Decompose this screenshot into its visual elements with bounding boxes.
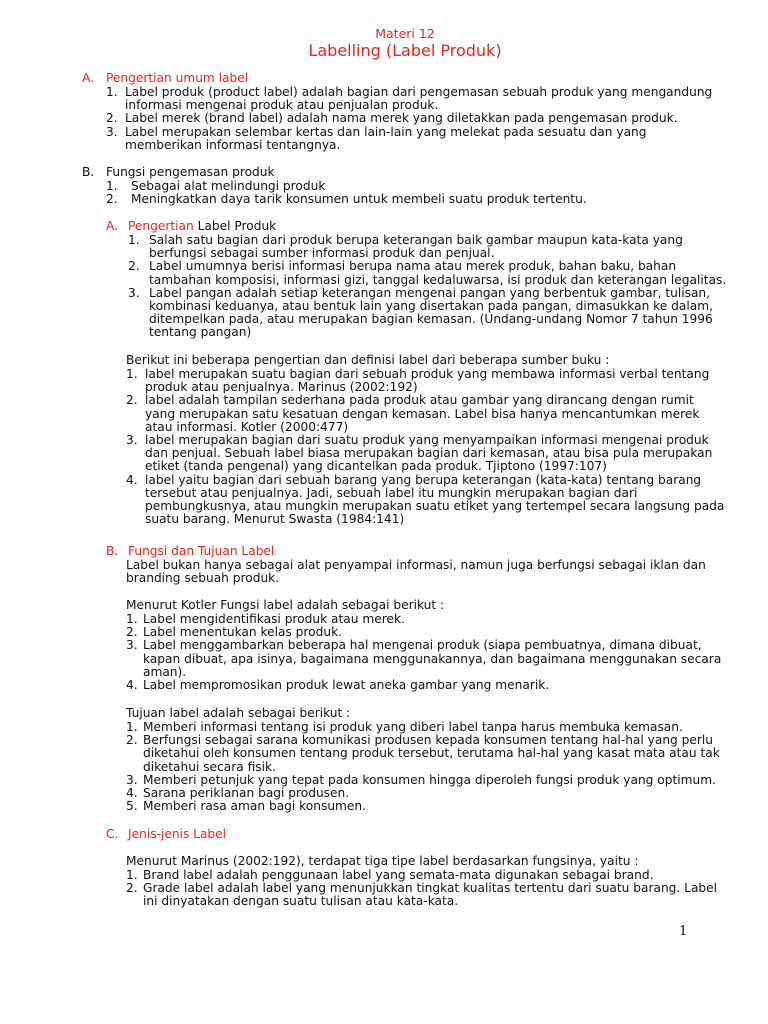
section-a-marker: A.: [82, 71, 94, 85]
list-item: 1. Memberi informasi tentang isi produk yang diberi label tanpa harus membuka kemasan.: [126, 720, 683, 734]
section-b-title: Fungsi pengemasan produk: [106, 165, 275, 179]
list-item: 1. Brand label adalah penggunaan label yang semata-mata digunakan sebagai brand.: [126, 868, 654, 882]
section-b-list: [106, 180, 726, 206]
list-item: 1. Salah satu bagian dari produk berupa keterangan baik gambar maupun kata-kata yang berfungsi sebagai sumber informasi produk dan penjual.: [128, 233, 683, 261]
list-item: 5. Memberi rasa aman bagi konsumen.: [126, 799, 367, 814]
kotler-intro: Menurut Kotler Fungsi label adalah sebagai berikut :: [126, 598, 445, 612]
materi-label: Materi 12: [375, 26, 435, 41]
list-item: 3. Memberi petunjuk yang tepat pada konsumen hingga diperoleh fungsi produk yang optimum.: [126, 772, 716, 787]
list-item: 2. Berfungsi sebagai sarana komunikasi produsen kepada konsumen tentang hal-hal yang perlu diketahui oleh konsumen tentang produk tersebut, terutama hal-hal yang kasat mata atau tak diketahui secara fisik.: [126, 733, 720, 774]
subsection-b-title: Fungsi dan Tujuan Label: [128, 544, 275, 558]
list-item: 2. label adalah tampilan sederhana pada produk atau gambar yang dirancang dengan rumit yang merupakan satu kesatuan dengan kemasan. Label bisa hanya mencantumkan merek atau informasi. Kotler (2000:477): [126, 393, 700, 434]
subsection-a-title: Pengertian Label Produk: [128, 219, 277, 233]
kotler-list: [126, 613, 726, 692]
jenis-intro: Menurut Marinus (2002:192), terdapat tiga tipe label berdasarkan fungsinya, yaitu :: [126, 854, 639, 868]
list-item: 3. Label pangan adalah setiap keterangan mengenai pangan yang berbentuk gambar, tulisan, kombinasi keduanya, atau bentuk lain yang disertakan pada pangan, dimasukkan ke dalam, ditempelkan pada, atau merupakan bagian kemasan. (Undang-undang Nomor 7 tahun 1996 tentang pangan): [128, 285, 713, 340]
subsection-a-list: [128, 234, 728, 340]
list-item: 3. Label merupakan selembar kertas dan lain-lain yang melekat pada sesuatu dan yang memberikan informasi tentangnya.: [106, 124, 647, 152]
list-item: 4. Sarana periklanan bagi produsen.: [126, 786, 350, 801]
fungsi-paragraph: Label bukan hanya sebagai alat penyampai informasi, namun juga berfungsi sebagai iklan dan branding sebuah produk.: [126, 558, 706, 586]
definitions-intro: Berikut ini beberapa pengertian dan definisi label dari beberapa sumber buku :: [126, 353, 610, 367]
list-item: 1. Label produk (product label) adalah bagian dari pengemasan sebuah produk yang mengandung informasi mengenai produk atau penjualan produk.: [106, 85, 713, 113]
section-a-list: [106, 86, 726, 152]
list-item: 4. label yaitu bagian dari sebuah barang yang berupa keterangan (kata-kata) tentang barang tersebut atau penjualnya. Jadi, sebuah label itu mungkin merupakan bagian dari pembungkusnya, atau mungkin merupakan suatu etiket yang tertempel secara langsung pada suatu barang. Menurut Swasta (1984:141): [126, 472, 725, 527]
section-b-marker: B.: [82, 165, 95, 179]
list-item: 3. label merupakan bagian dari suatu produk yang menyampaikan informasi mengenai produk dan penjual. Sebuah label biasa merupakan bagian dari kemasan, atau bisa pula merupakan etiket (tanda pengenal) yang dicantelkan pada produk. Tjiptono (1997:107): [126, 433, 713, 474]
list-item: 1. Sebagai alat melindungi produk: [106, 179, 326, 193]
subsection-a-marker: A.: [106, 219, 118, 233]
subsection-c-title: Jenis-jenis Label: [128, 827, 227, 841]
jenis-list: [126, 869, 726, 909]
list-item: 2. Label merek (brand label) adalah nama merek yang diletakkan pada pengemasan produk.: [106, 111, 678, 126]
list-item: 2. Meningkatkan daya tarik konsumen untuk membeli suatu produk tertentu.: [106, 192, 587, 207]
list-item: 1. Label mengidentifikasi produk atau merek.: [126, 612, 405, 626]
list-item: 1. label merupakan suatu bagian dari sebuah produk yang membawa informasi verbal tentang produk atau penjualnya. Marinus (2002:192): [126, 367, 710, 395]
tujuan-intro: Tujuan label adalah sebagai berikut :: [126, 706, 351, 720]
subsection-b-marker: B.: [106, 544, 119, 558]
definitions-list: [126, 368, 726, 526]
section-a-title: Pengertian umum label: [106, 71, 249, 85]
list-item: 4. Label mempromosikan produk lewat aneka gambar yang menarik.: [126, 678, 550, 693]
tujuan-list: [126, 721, 726, 813]
list-item: 2. Label umumnya berisi informasi berupa nama atau merek produk, bahan baku, bahan tambahan komposisi, informasi gizi, tanggal kedaluwarsa, isi produk dan keterangan legalitas.: [128, 259, 727, 287]
subsection-c-marker: C.: [106, 827, 119, 841]
page-number: 1: [679, 924, 688, 939]
list-item: 2. Grade label adalah label yang menunjukkan tingkat kualitas tertentu dari suatu barang. Label ini dinyatakan dengan suatu tulisan atau kata-kata.: [126, 881, 718, 909]
page-title: Labelling (Label Produk): [308, 41, 502, 60]
list-item: 3. Label menggambarkan beberapa hal mengenai produk (siapa pembuatnya, dimana dibuat, kapan dibuat, apa isinya, bagaimana menggunakannya, dan bagaimana menggunakan secara aman).: [126, 638, 722, 679]
list-item: 2. Label menentukan kelas produk.: [126, 625, 343, 640]
